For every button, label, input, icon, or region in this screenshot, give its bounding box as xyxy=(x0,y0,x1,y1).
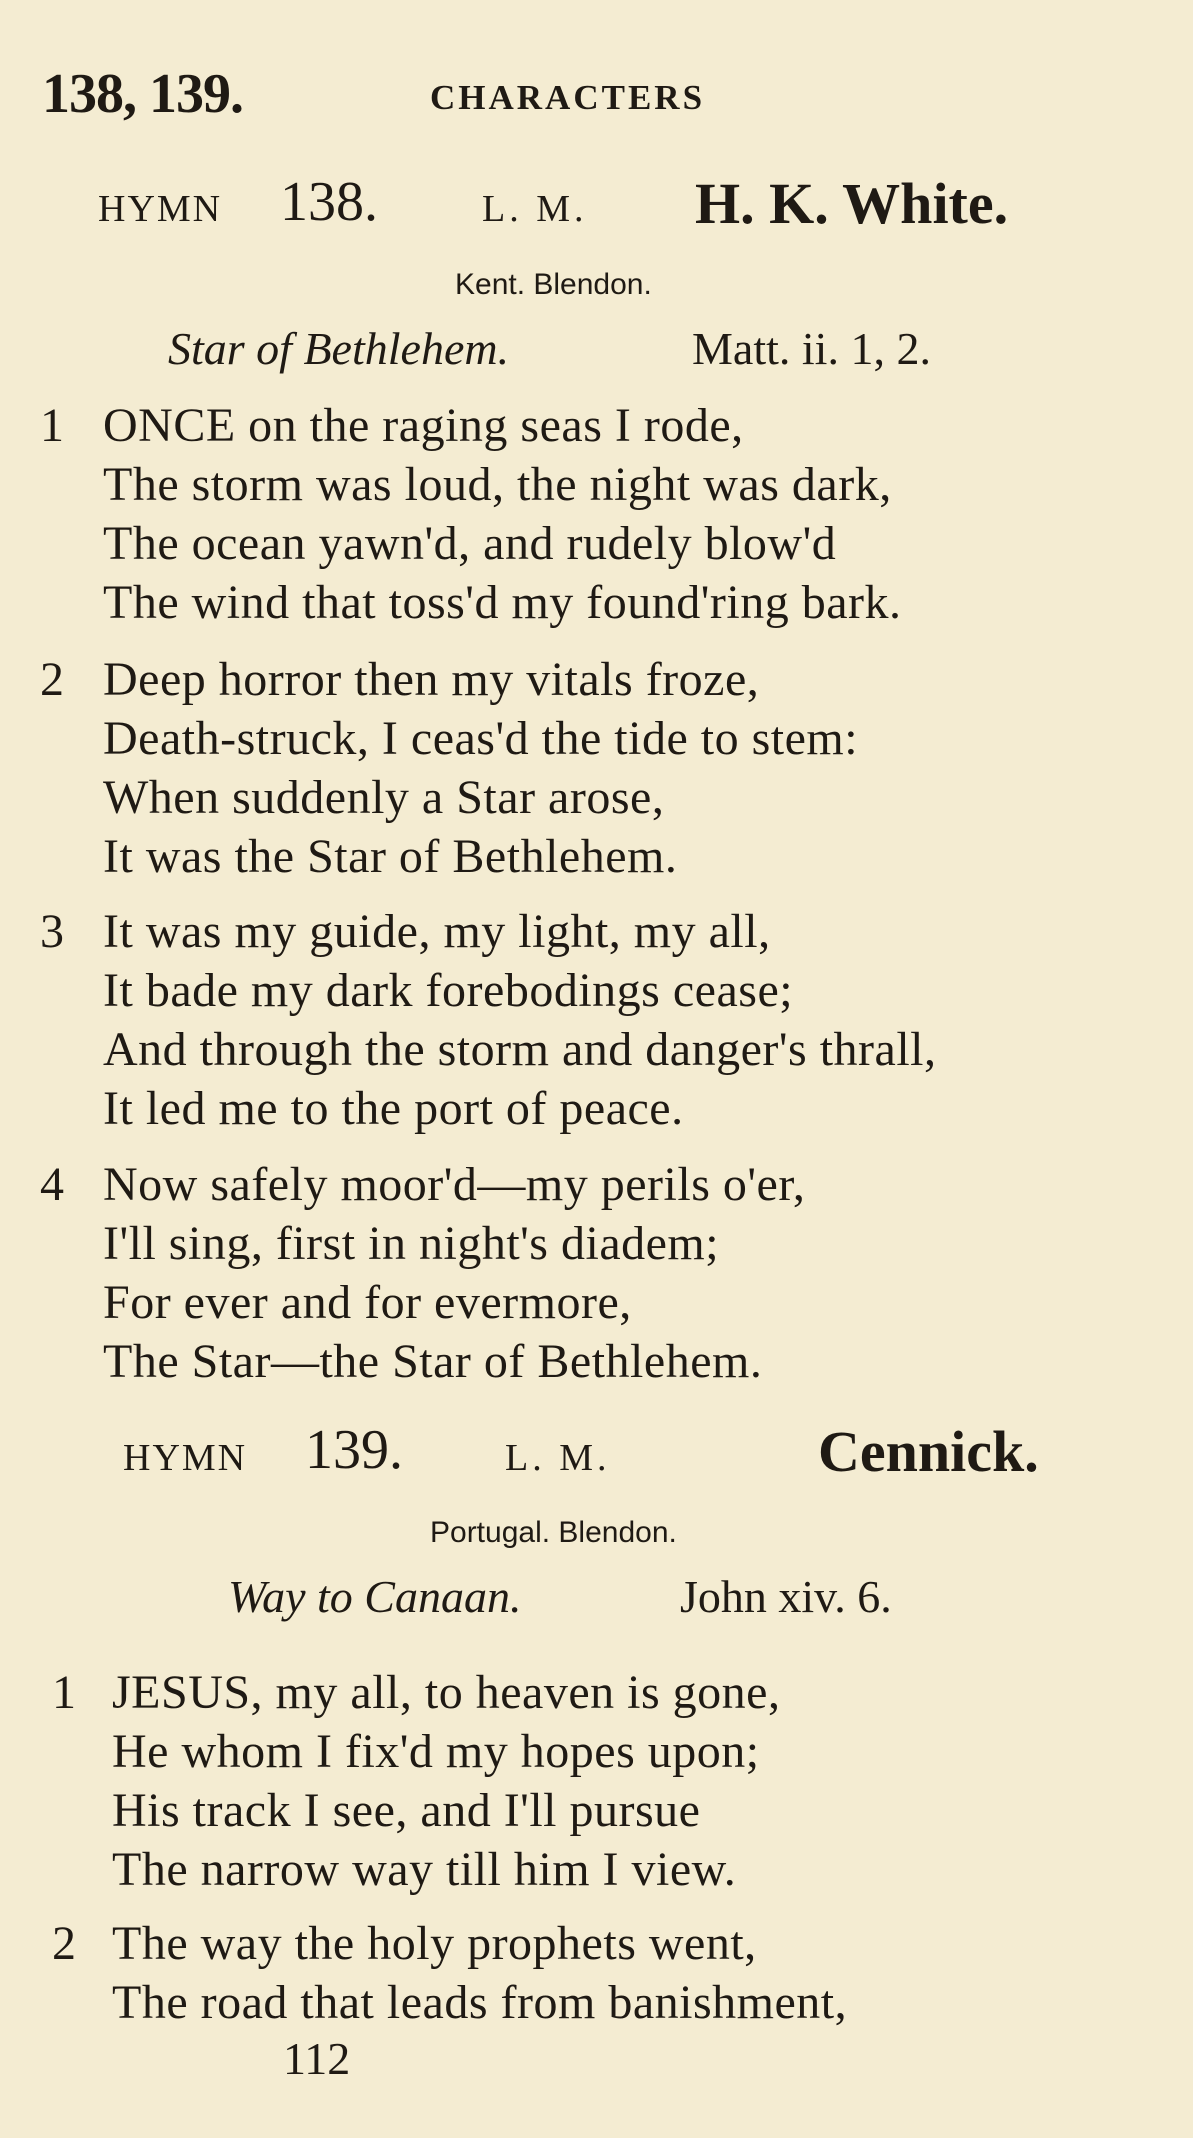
verse-number: 1 xyxy=(40,399,64,452)
verse-line: He whom I fix'd my hopes upon; xyxy=(112,1725,760,1778)
hymn-138-tunes: Kent. Blendon. xyxy=(455,268,652,301)
hymn-139-tunes: Portugal. Blendon. xyxy=(430,1516,677,1549)
verse-line: The way the holy prophets went, xyxy=(112,1917,757,1970)
hymn-139-scripture: John xiv. 6. xyxy=(680,1571,892,1622)
verse-line: It bade my dark forebodings cease; xyxy=(103,964,794,1017)
verse-line: It was the Star of Bethlehem. xyxy=(103,830,678,883)
hymn-139-subject: Way to Canaan. xyxy=(228,1571,522,1622)
running-header-hymn-numbers: 138, 139. xyxy=(42,63,243,125)
verse-line: The Star—the Star of Bethlehem. xyxy=(103,1335,763,1388)
hymn-138-scripture: Matt. ii. 1, 2. xyxy=(692,323,931,374)
hymn-138-author: H. K. White. xyxy=(695,171,1009,236)
verse-line: And through the storm and danger's thrall, xyxy=(103,1023,937,1076)
verse-line: Deep horror then my vitals froze, xyxy=(103,653,760,706)
verse-line: When suddenly a Star arose, xyxy=(103,771,665,824)
hymn-139-label: HYMN xyxy=(123,1437,248,1479)
hymn-139-meter: L. M. xyxy=(505,1437,611,1479)
verse-number: 2 xyxy=(52,1917,76,1970)
hymn-138-label: HYMN xyxy=(98,188,223,230)
verse-number: 3 xyxy=(40,905,64,958)
verse-line: It was my guide, my light, my all, xyxy=(103,905,771,958)
verse-line: Death-struck, I ceas'd the tide to stem: xyxy=(103,712,859,765)
verse-line: I'll sing, first in night's diadem; xyxy=(103,1217,720,1270)
verse-line: It led me to the port of peace. xyxy=(103,1082,684,1135)
hymn-138-number: 138. xyxy=(280,171,378,233)
verse-line: The ocean yawn'd, and rudely blow'd xyxy=(103,517,837,570)
hymn-139-author: Cennick. xyxy=(818,1419,1039,1484)
verse-number: 1 xyxy=(52,1666,76,1719)
hymn-138-subject: Star of Bethlehem. xyxy=(168,323,510,374)
page-number: 112 xyxy=(283,2033,351,2084)
verse-line: The narrow way till him I view. xyxy=(112,1843,737,1896)
verse-line: The storm was loud, the night was dark, xyxy=(103,458,892,511)
verse-line: For ever and for evermore, xyxy=(103,1276,632,1329)
hymn-139-number: 139. xyxy=(305,1419,403,1481)
verse-number: 2 xyxy=(40,653,64,706)
verse-line: The wind that toss'd my found'ring bark. xyxy=(103,576,902,629)
verse-line: The road that leads from banishment, xyxy=(112,1976,848,2029)
running-header-title: CHARACTERS xyxy=(430,78,706,117)
verse-line: JESUS, my all, to heaven is gone, xyxy=(112,1666,781,1719)
verse-line: ONCE on the raging seas I rode, xyxy=(103,399,744,452)
hymn-138-meter: L. M. xyxy=(482,188,588,230)
verse-line: His track I see, and I'll pursue xyxy=(112,1784,701,1837)
verse-line: Now safely moor'd—my perils o'er, xyxy=(103,1158,806,1211)
verse-number: 4 xyxy=(40,1158,64,1211)
